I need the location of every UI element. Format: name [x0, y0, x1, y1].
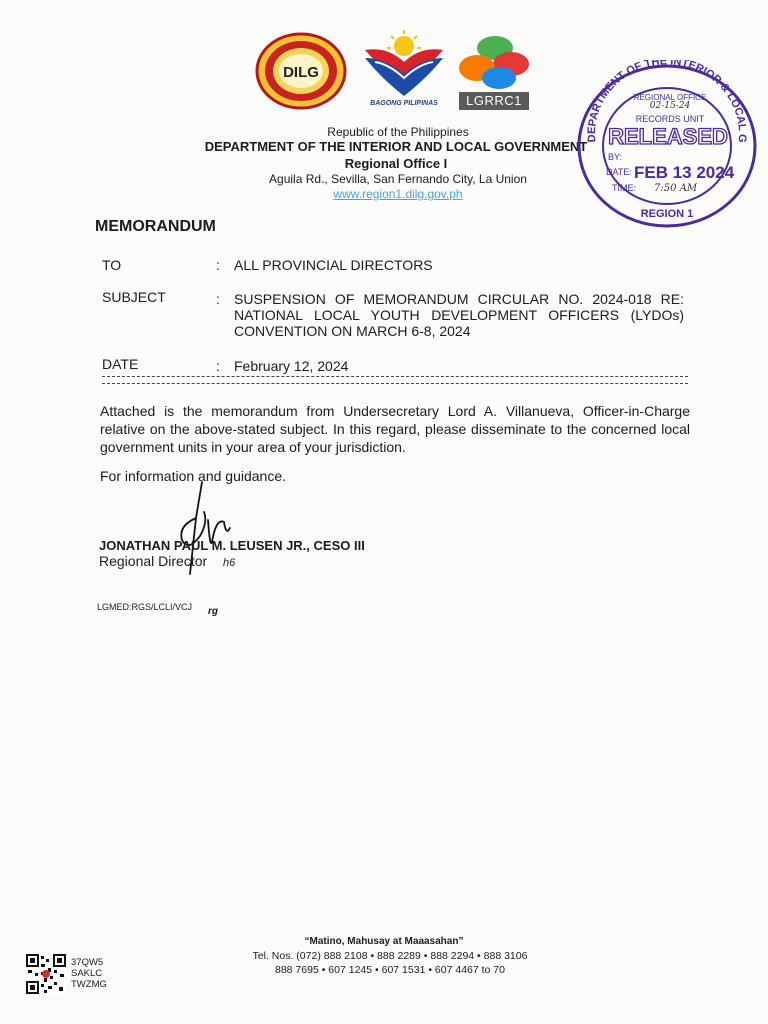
date-value: February 12, 2024: [234, 358, 349, 374]
stamp-by-label: BY:: [608, 152, 623, 162]
qr-code-icon: [26, 954, 66, 994]
stamp-handwritten-ref: 02-15-24: [649, 101, 691, 111]
header-republic: Republic of the Philippines: [327, 125, 469, 139]
qr-code-line-3: TWZMG: [71, 979, 107, 990]
footer-telephone-line-1: Tel. Nos. (072) 888 2108 • 888 2289 • 888 2294 • 888 3106: [252, 950, 528, 962]
date-colon: :: [216, 358, 220, 374]
signatory-initials: h6: [223, 557, 236, 569]
memo-body: Attached is the memorandum from Undersecretary Lord A. Villanueva, Officer-in-Charge relative on the above-stated subject. In this regard, please disseminate to the concerned local government units in your area of your jurisdiction.: [100, 403, 690, 455]
subject-label: SUBJECT: [102, 289, 166, 305]
double-dashed-divider: [102, 376, 688, 384]
lgrrc-logo-text: LGRRC1: [459, 92, 529, 110]
signatory-name: JONATHAN PAUL M. LEUSEN JR., CESO III: [99, 538, 365, 553]
reference-initial: rg: [208, 606, 218, 617]
stamp-regional-office: REGIONAL OFFICE: [633, 93, 707, 102]
reference-code: LGMED:RGS/LCLI/VCJ: [97, 602, 193, 612]
stamp-time: 7:50 AM: [654, 183, 698, 194]
header-website-link[interactable]: www.region1.dilg.gov.ph: [333, 187, 463, 201]
signatory-title: Regional Director: [99, 553, 208, 569]
date-label: DATE: [102, 356, 139, 372]
records-released-stamp: [574, 60, 760, 228]
stamp-region: REGION 1: [640, 208, 694, 220]
lgrrc-logo: [457, 34, 531, 112]
memo-closing: For information and guidance.: [100, 468, 286, 484]
stamp-date-label: DATE:: [606, 167, 632, 177]
bagong-pilipinas-text: BAGONG PILIPINAS: [370, 100, 438, 107]
qr-verification-code: [71, 957, 107, 990]
handwritten-signature: [160, 478, 250, 588]
header-address: Aguila Rd., Sevilla, San Fernando City, La Union: [269, 172, 527, 186]
footer-telephone-line-2: 888 7695 • 607 1245 • 607 1531 • 607 4467 to 70: [275, 964, 505, 976]
qr-code-line-2: SAKLC: [71, 968, 103, 979]
stamp-time-label: TIME:: [612, 183, 636, 193]
dilg-logo-text: DILG: [283, 64, 319, 81]
qr-code-line-1: 37QW5: [71, 957, 104, 968]
subject-colon: :: [216, 291, 220, 307]
to-value: ALL PROVINCIAL DIRECTORS: [234, 257, 433, 273]
stamp-outer-text: DEPARTMENT OF THE INTERIOR & LOCAL G: [585, 60, 749, 143]
header-regional-office: Regional Office I: [344, 156, 448, 171]
header-department: DEPARTMENT OF THE INTERIOR AND LOCAL GOVERNMENT: [204, 139, 588, 154]
stamp-records-unit: RECORDS UNIT: [635, 114, 705, 124]
to-colon: :: [216, 257, 220, 273]
footer-motto: “Matino, Mahusay at Maaasahan”: [304, 936, 464, 947]
bagong-pilipinas-logo: [357, 28, 451, 114]
stamp-date: FEB 13 2024: [634, 163, 735, 182]
to-label: TO: [102, 257, 122, 273]
stamp-status: RELEASED: [608, 124, 728, 149]
memo-title: MEMORANDUM: [95, 218, 216, 235]
subject-value: SUSPENSION OF MEMORANDUM CIRCULAR NO. 2024-018 RE: NATIONAL LOCAL YOUTH DEVELOPMENT OFFICERS (LYDOs) CONVENTION ON MARCH 6-8, 2024: [234, 291, 684, 339]
dilg-seal-logo: [255, 32, 347, 110]
